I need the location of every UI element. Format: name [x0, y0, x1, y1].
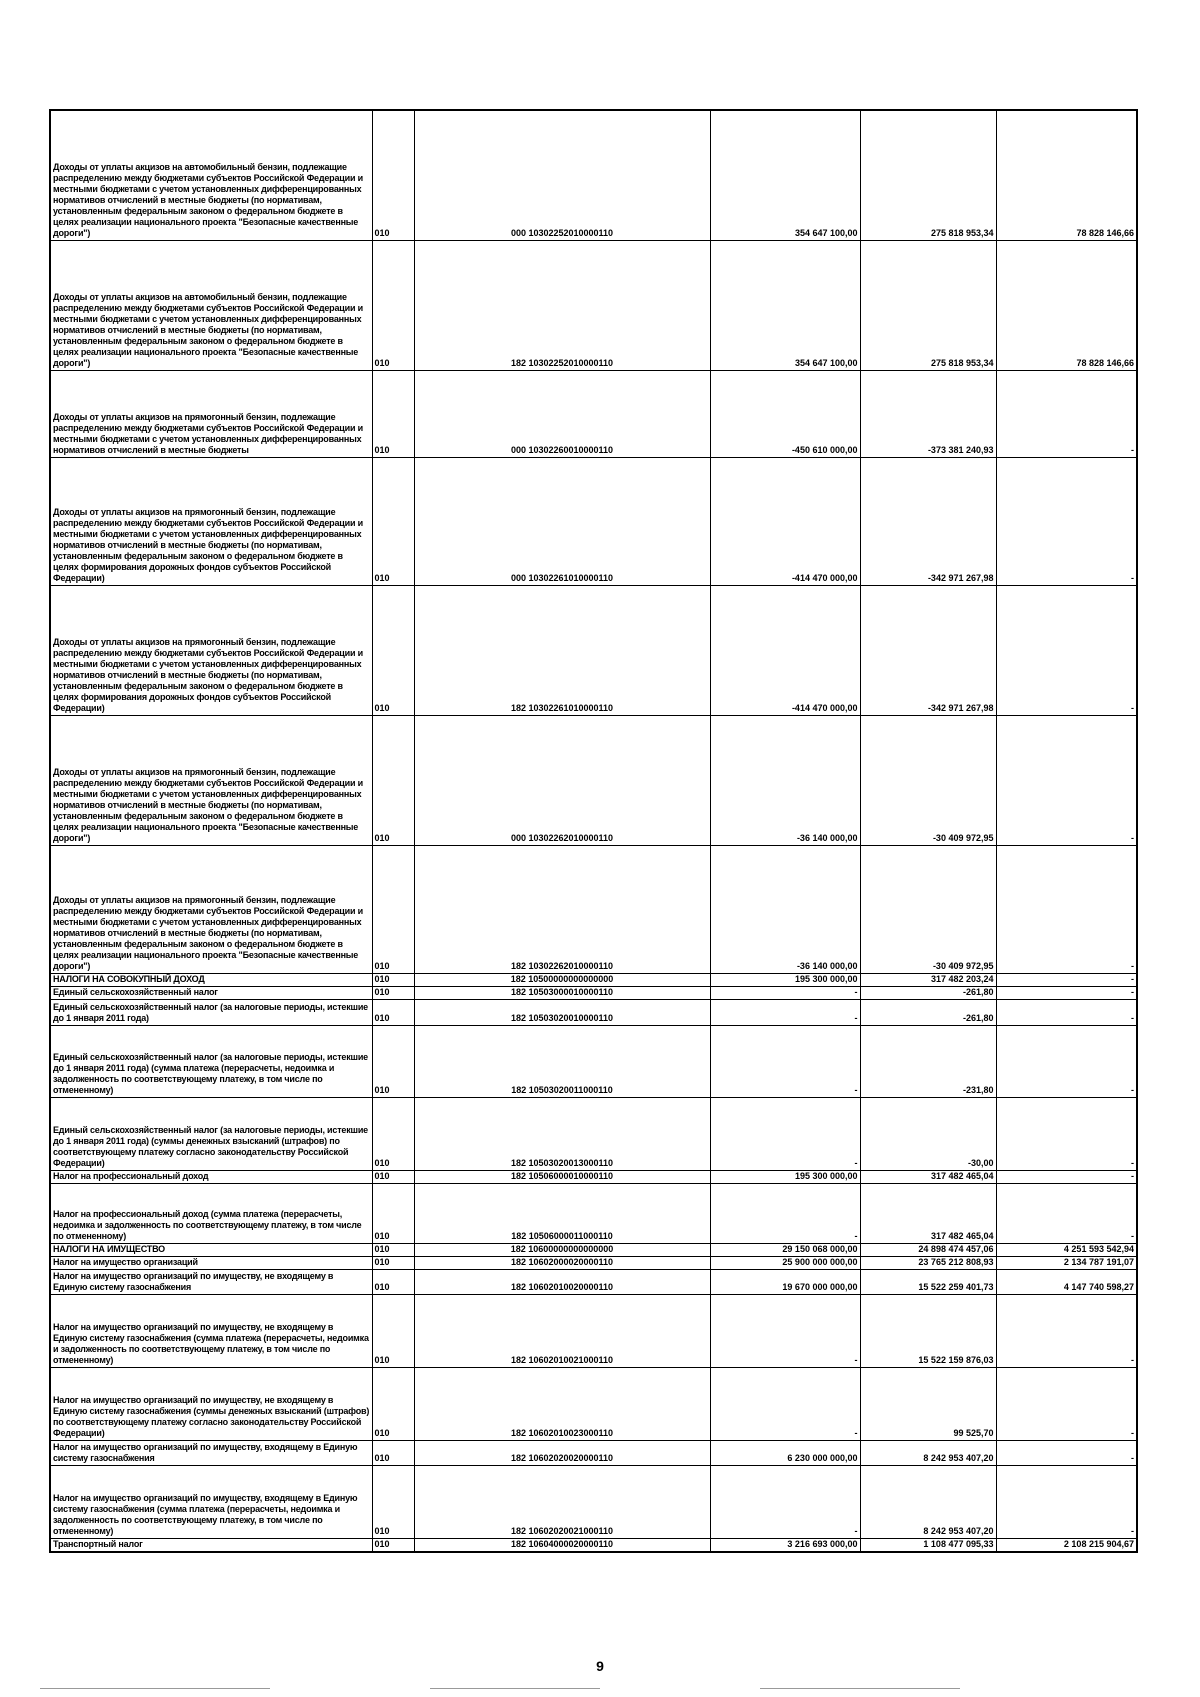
table-row	[50, 1097, 1137, 1170]
row-name: Налог на имущество организаций	[50, 1256, 372, 1269]
row-budget-code: 182 10602020021000110	[414, 1465, 710, 1538]
row-line-code: 010	[372, 1440, 414, 1465]
row-budget-code: 182 10602010020000110	[414, 1269, 710, 1294]
row-budget-code: 182 10506000010000110	[414, 1170, 710, 1183]
row-remainder-value: 78 828 146,66	[996, 110, 1137, 240]
row-remainder-value: -	[996, 845, 1137, 973]
row-plan-value: 19 670 000 000,00	[710, 1269, 860, 1294]
row-name: Единый сельскохозяйственный налог	[50, 986, 372, 999]
row-fact-value: -30,00	[860, 1097, 996, 1170]
row-budget-code: 182 10602010021000110	[414, 1294, 710, 1367]
row-budget-code: 182 10302262010000110	[414, 845, 710, 973]
row-name: Доходы от уплаты акцизов на прямогонный бензин, подлежащие распределению между бюджетами субъектов Российской Федерации и местными бюджетами с учетом установленных дифференцированных нормативов отчислений в местные бюджеты	[50, 370, 372, 457]
row-name: Доходы от уплаты акцизов на автомобильный бензин, подлежащие распределению между бюджетами субъектов Российской Федерации и местными бюджетами с учетом установленных дифференцированных нормативов отчислений в местные бюджеты (по нормативам, установленным федеральным законом о федеральном бюджете в целях реализации национального проекта "Безопасные качественные дороги")	[50, 110, 372, 240]
row-plan-value: -414 470 000,00	[710, 585, 860, 715]
row-fact-value: -231,80	[860, 1025, 996, 1097]
row-fact-value: -261,80	[860, 986, 996, 999]
row-remainder-value: -	[996, 370, 1137, 457]
row-name: Доходы от уплаты акцизов на прямогонный бензин, подлежащие распределению между бюджетами субъектов Российской Федерации и местными бюджетами с учетом установленных дифференцированных нормативов отчислений в местные бюджеты (по нормативам, установленным федеральным законом о федеральном бюджете в целях реализации национального проекта "Безопасные качественные дороги")	[50, 845, 372, 973]
table-row	[50, 1243, 1137, 1256]
row-budget-code: 182 10600000000000000	[414, 1243, 710, 1256]
row-plan-value: 354 647 100,00	[710, 110, 860, 240]
row-plan-value: 195 300 000,00	[710, 973, 860, 986]
row-plan-value: 354 647 100,00	[710, 240, 860, 370]
row-plan-value: 25 900 000 000,00	[710, 1256, 860, 1269]
row-line-code: 010	[372, 1025, 414, 1097]
row-plan-value: -414 470 000,00	[710, 457, 860, 585]
table-row	[50, 110, 1137, 240]
row-fact-value: -342 971 267,98	[860, 585, 996, 715]
row-budget-code: 182 10500000000000000	[414, 973, 710, 986]
row-name: Единый сельскохозяйственный налог (за налоговые периоды, истекшие до 1 января 2011 года)	[50, 999, 372, 1025]
scan-noise	[430, 1688, 600, 1689]
scan-noise	[40, 1688, 270, 1689]
table-row	[50, 370, 1137, 457]
row-plan-value: 29 150 068 000,00	[710, 1243, 860, 1256]
row-fact-value: -373 381 240,93	[860, 370, 996, 457]
row-budget-code: 000 10302252010000110	[414, 110, 710, 240]
table-row	[50, 986, 1137, 999]
row-line-code: 010	[372, 1097, 414, 1170]
table-row	[50, 1170, 1137, 1183]
row-line-code: 010	[372, 1367, 414, 1440]
row-fact-value: 317 482 465,04	[860, 1183, 996, 1243]
row-name: НАЛОГИ НА ИМУЩЕСТВО	[50, 1243, 372, 1256]
row-budget-code: 182 10302261010000110	[414, 585, 710, 715]
table-row	[50, 240, 1137, 370]
row-line-code: 010	[372, 1170, 414, 1183]
row-plan-value: -	[710, 1367, 860, 1440]
row-remainder-value: -	[996, 1294, 1137, 1367]
row-plan-value: -36 140 000,00	[710, 845, 860, 973]
row-remainder-value: 2 134 787 191,07	[996, 1256, 1137, 1269]
row-budget-code: 182 10602010023000110	[414, 1367, 710, 1440]
row-line-code: 010	[372, 999, 414, 1025]
row-name: Налог на имущество организаций по имуществу, не входящему в Единую систему газоснабжения	[50, 1269, 372, 1294]
row-fact-value: 317 482 465,04	[860, 1170, 996, 1183]
row-remainder-value: -	[996, 1440, 1137, 1465]
row-name: Налог на профессиональный доход	[50, 1170, 372, 1183]
row-plan-value: -450 610 000,00	[710, 370, 860, 457]
table-row	[50, 1269, 1137, 1294]
table-row	[50, 1294, 1137, 1367]
row-remainder-value: -	[996, 1025, 1137, 1097]
table-row	[50, 999, 1137, 1025]
row-line-code: 010	[372, 1538, 414, 1552]
row-fact-value: 8 242 953 407,20	[860, 1465, 996, 1538]
row-line-code: 010	[372, 1269, 414, 1294]
scan-noise	[760, 1688, 960, 1689]
row-line-code: 010	[372, 585, 414, 715]
row-name: Доходы от уплаты акцизов на прямогонный бензин, подлежащие распределению между бюджетами субъектов Российской Федерации и местными бюджетами с учетом установленных дифференцированных нормативов отчислений в местные бюджеты (по нормативам, установленным федеральным законом о федеральном бюджете в целях формирования дорожных фондов субъектов Российской Федерации)	[50, 585, 372, 715]
table-row	[50, 1538, 1137, 1552]
row-line-code: 010	[372, 973, 414, 986]
row-remainder-value: 78 828 146,66	[996, 240, 1137, 370]
row-fact-value: 23 765 212 808,93	[860, 1256, 996, 1269]
row-remainder-value: -	[996, 1183, 1137, 1243]
row-fact-value: 99 525,70	[860, 1367, 996, 1440]
row-name: Доходы от уплаты акцизов на автомобильный бензин, подлежащие распределению между бюджетами субъектов Российской Федерации и местными бюджетами с учетом установленных дифференцированных нормативов отчислений в местные бюджеты (по нормативам, установленным федеральным законом о федеральном бюджете в целях реализации национального проекта "Безопасные качественные дороги")	[50, 240, 372, 370]
row-line-code: 010	[372, 240, 414, 370]
row-name: Налог на имущество организаций по имуществу, не входящему в Единую систему газоснабжения (сумма платежа (перерасчеты, недоимка и задолженность по соответствующему платежу, в том числе по отмененному)	[50, 1294, 372, 1367]
row-remainder-value: -	[996, 1367, 1137, 1440]
row-plan-value: -	[710, 1183, 860, 1243]
row-fact-value: -342 971 267,98	[860, 457, 996, 585]
row-fact-value: 24 898 474 457,06	[860, 1243, 996, 1256]
table-row	[50, 1025, 1137, 1097]
table-row	[50, 585, 1137, 715]
row-line-code: 010	[372, 1183, 414, 1243]
row-plan-value: -	[710, 1097, 860, 1170]
row-line-code: 010	[372, 1465, 414, 1538]
row-fact-value: 15 522 259 401,73	[860, 1269, 996, 1294]
row-plan-value: 6 230 000 000,00	[710, 1440, 860, 1465]
row-fact-value: -30 409 972,95	[860, 845, 996, 973]
row-plan-value: -	[710, 1025, 860, 1097]
row-remainder-value: 4 251 593 542,94	[996, 1243, 1137, 1256]
row-plan-value: -	[710, 1465, 860, 1538]
row-plan-value: 3 216 693 000,00	[710, 1538, 860, 1552]
row-remainder-value: -	[996, 1465, 1137, 1538]
row-budget-code: 182 10602000020000110	[414, 1256, 710, 1269]
table-row	[50, 1367, 1137, 1440]
row-remainder-value: 2 108 215 904,67	[996, 1538, 1137, 1552]
row-line-code: 010	[372, 1243, 414, 1256]
row-plan-value: -36 140 000,00	[710, 715, 860, 845]
row-plan-value: -	[710, 1294, 860, 1367]
row-plan-value: 195 300 000,00	[710, 1170, 860, 1183]
row-name: Доходы от уплаты акцизов на прямогонный бензин, подлежащие распределению между бюджетами субъектов Российской Федерации и местными бюджетами с учетом установленных дифференцированных нормативов отчислений в местные бюджеты (по нормативам, установленным федеральным законом о федеральном бюджете в целях формирования дорожных фондов субъектов Российской Федерации)	[50, 457, 372, 585]
row-line-code: 010	[372, 986, 414, 999]
row-plan-value: -	[710, 999, 860, 1025]
row-fact-value: -261,80	[860, 999, 996, 1025]
row-remainder-value: -	[996, 973, 1137, 986]
row-remainder-value: -	[996, 585, 1137, 715]
row-budget-code: 182 10503020013000110	[414, 1097, 710, 1170]
row-remainder-value: -	[996, 999, 1137, 1025]
row-budget-code: 000 10302260010000110	[414, 370, 710, 457]
row-fact-value: 8 242 953 407,20	[860, 1440, 996, 1465]
revenue-table	[49, 109, 1138, 1553]
row-fact-value: 15 522 159 876,03	[860, 1294, 996, 1367]
row-remainder-value: 4 147 740 598,27	[996, 1269, 1137, 1294]
row-line-code: 010	[372, 110, 414, 240]
row-plan-value: -	[710, 986, 860, 999]
row-fact-value: 275 818 953,34	[860, 240, 996, 370]
row-name: Налог на имущество организаций по имуществу, входящему в Единую систему газоснабжения (сумма платежа (перерасчеты, недоимка и задолженность по соответствующему платежу, в том числе по отмененному)	[50, 1465, 372, 1538]
row-budget-code: 182 10602020020000110	[414, 1440, 710, 1465]
table-row	[50, 1256, 1137, 1269]
row-budget-code: 182 10503020011000110	[414, 1025, 710, 1097]
row-budget-code: 000 10302261010000110	[414, 457, 710, 585]
row-name: Единый сельскохозяйственный налог (за налоговые периоды, истекшие до 1 января 2011 года) (сумма платежа (перерасчеты, недоимка и задолженность по соответствующему платежу, в том числе по отмененному)	[50, 1025, 372, 1097]
row-line-code: 010	[372, 370, 414, 457]
row-budget-code: 182 10503000010000110	[414, 986, 710, 999]
row-budget-code: 182 10503020010000110	[414, 999, 710, 1025]
table-row	[50, 457, 1137, 585]
row-budget-code: 182 10506000011000110	[414, 1183, 710, 1243]
row-remainder-value: -	[996, 457, 1137, 585]
row-name: Налог на имущество организаций по имуществу, входящему в Единую систему газоснабжения	[50, 1440, 372, 1465]
row-name: НАЛОГИ НА СОВОКУПНЫЙ ДОХОД	[50, 973, 372, 986]
row-line-code: 010	[372, 457, 414, 585]
page-number: 9	[596, 1658, 604, 1674]
row-name: Доходы от уплаты акцизов на прямогонный бензин, подлежащие распределению между бюджетами субъектов Российской Федерации и местными бюджетами с учетом установленных дифференцированных нормативов отчислений в местные бюджеты (по нормативам, установленным федеральным законом о федеральном бюджете в целях реализации национального проекта "Безопасные качественные дороги")	[50, 715, 372, 845]
row-fact-value: 317 482 203,24	[860, 973, 996, 986]
table-row	[50, 1440, 1137, 1465]
row-name: Единый сельскохозяйственный налог (за налоговые периоды, истекшие до 1 января 2011 года) (суммы денежных взысканий (штрафов) по соответствующему платежу согласно законодательству Российской Федерации)	[50, 1097, 372, 1170]
row-name: Транспортный налог	[50, 1538, 372, 1552]
row-remainder-value: -	[996, 986, 1137, 999]
table-row	[50, 845, 1137, 973]
row-remainder-value: -	[996, 1170, 1137, 1183]
table-row	[50, 973, 1137, 986]
row-line-code: 010	[372, 1294, 414, 1367]
row-budget-code: 182 10302252010000110	[414, 240, 710, 370]
row-line-code: 010	[372, 715, 414, 845]
row-fact-value: 275 818 953,34	[860, 110, 996, 240]
row-remainder-value: -	[996, 1097, 1137, 1170]
table-row	[50, 1183, 1137, 1243]
row-budget-code: 182 10604000020000110	[414, 1538, 710, 1552]
table-row	[50, 1465, 1137, 1538]
revenue-table-body	[50, 110, 1137, 1552]
row-fact-value: -30 409 972,95	[860, 715, 996, 845]
row-line-code: 010	[372, 1256, 414, 1269]
row-budget-code: 000 10302262010000110	[414, 715, 710, 845]
row-name: Налог на профессиональный доход (сумма платежа (перерасчеты, недоимка и задолженность по соответствующему платежу, в том числе по отмененному)	[50, 1183, 372, 1243]
table-row	[50, 715, 1137, 845]
row-remainder-value: -	[996, 715, 1137, 845]
row-name: Налог на имущество организаций по имуществу, не входящему в Единую систему газоснабжения (суммы денежных взысканий (штрафов) по соответствующему платежу согласно законодательству Российской Федерации)	[50, 1367, 372, 1440]
row-fact-value: 1 108 477 095,33	[860, 1538, 996, 1552]
row-line-code: 010	[372, 845, 414, 973]
